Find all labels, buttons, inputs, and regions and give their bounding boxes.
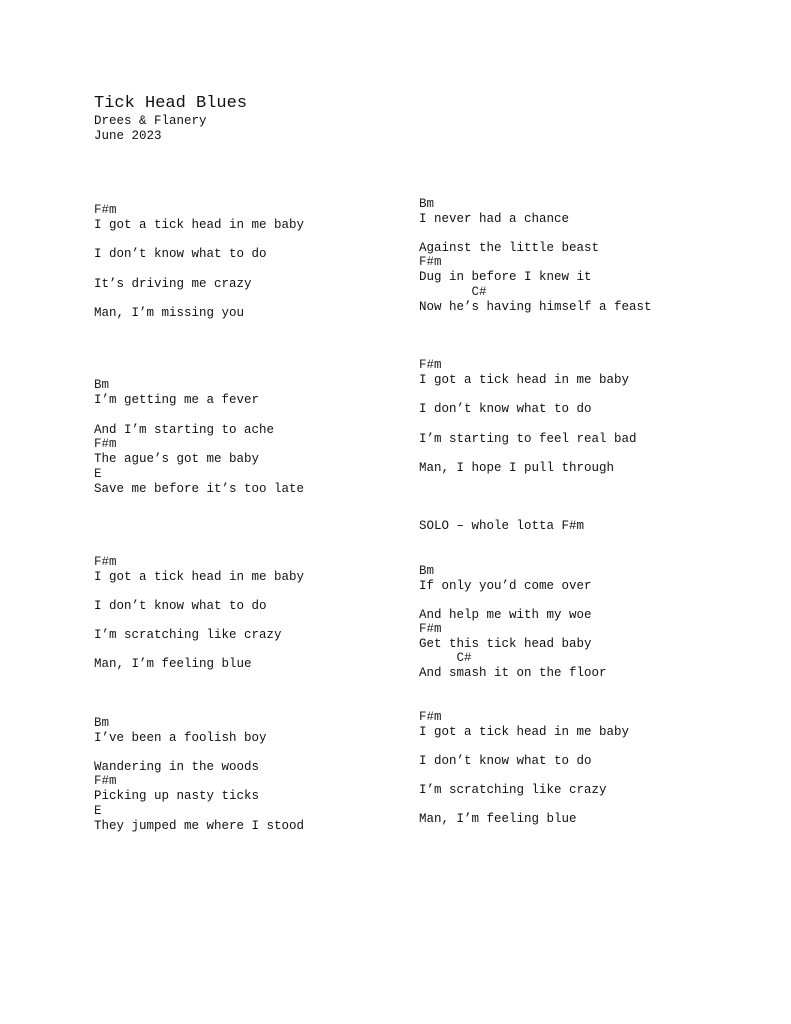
lyric-line: And help me with my woe bbox=[419, 608, 592, 622]
lyric-line: I never had a chance bbox=[419, 212, 570, 226]
chord: F#m bbox=[419, 710, 442, 724]
lyric-line: I don’t know what to do bbox=[94, 599, 267, 613]
lyric-line: Man, I’m feeling blue bbox=[94, 657, 252, 671]
chord: E bbox=[94, 467, 102, 481]
chord: F#m bbox=[419, 358, 442, 372]
lyric-line: I’m getting me a fever bbox=[94, 393, 260, 407]
lyric-line: I got a tick head in me baby bbox=[94, 218, 305, 232]
song-title: Tick Head Blues bbox=[94, 94, 248, 113]
lyric-line: Against the little beast bbox=[419, 241, 600, 255]
lyric-line: I’m scratching like crazy bbox=[94, 628, 282, 642]
lyric-line: Dug in before I knew it bbox=[419, 270, 592, 284]
lyric-line: I got a tick head in me baby bbox=[94, 570, 305, 584]
chord: C# bbox=[419, 651, 472, 665]
song-date: June 2023 bbox=[94, 129, 162, 143]
lyric-line: I don’t know what to do bbox=[419, 754, 592, 768]
lyric-line: Man, I’m missing you bbox=[94, 306, 245, 320]
chord: E bbox=[94, 804, 102, 818]
chord: F#m bbox=[94, 555, 117, 569]
lyric-line: I’m scratching like crazy bbox=[419, 783, 607, 797]
lyric-line: I got a tick head in me baby bbox=[419, 725, 630, 739]
chord: F#m bbox=[419, 255, 442, 269]
song-authors: Drees & Flanery bbox=[94, 114, 207, 128]
chord: Bm bbox=[419, 564, 435, 578]
chord: C# bbox=[419, 285, 487, 299]
chord: Bm bbox=[94, 378, 110, 392]
chord: F#m bbox=[94, 203, 117, 217]
lyric-line: It’s driving me crazy bbox=[94, 277, 252, 291]
solo-line: SOLO – whole lotta F#m bbox=[419, 519, 585, 533]
chord: Bm bbox=[419, 197, 435, 211]
lyric-line: I don’t know what to do bbox=[419, 402, 592, 416]
lyric-line: Wandering in the woods bbox=[94, 760, 260, 774]
chord: F#m bbox=[94, 437, 117, 451]
lyric-line: Get this tick head baby bbox=[419, 637, 592, 651]
lyric-line: Man, I’m feeling blue bbox=[419, 812, 577, 826]
chord: Bm bbox=[94, 716, 110, 730]
lyric-line: Save me before it’s too late bbox=[94, 482, 305, 496]
chord: F#m bbox=[419, 622, 442, 636]
lyric-line: I’ve been a foolish boy bbox=[94, 731, 267, 745]
lyric-line: And smash it on the floor bbox=[419, 666, 607, 680]
lyric-line: I got a tick head in me baby bbox=[419, 373, 630, 387]
lyric-line: I don’t know what to do bbox=[94, 247, 267, 261]
lyric-line: Man, I hope I pull through bbox=[419, 461, 615, 475]
lyric-line: Picking up nasty ticks bbox=[94, 789, 260, 803]
lyric-line: The ague’s got me baby bbox=[94, 452, 260, 466]
lyric-line: And I’m starting to ache bbox=[94, 423, 275, 437]
lyric-line: I’m starting to feel real bad bbox=[419, 432, 637, 446]
lyric-line: Now he’s having himself a feast bbox=[419, 300, 652, 314]
lyric-line: If only you’d come over bbox=[419, 579, 592, 593]
chord: F#m bbox=[94, 774, 117, 788]
lyric-line: They jumped me where I stood bbox=[94, 819, 305, 833]
